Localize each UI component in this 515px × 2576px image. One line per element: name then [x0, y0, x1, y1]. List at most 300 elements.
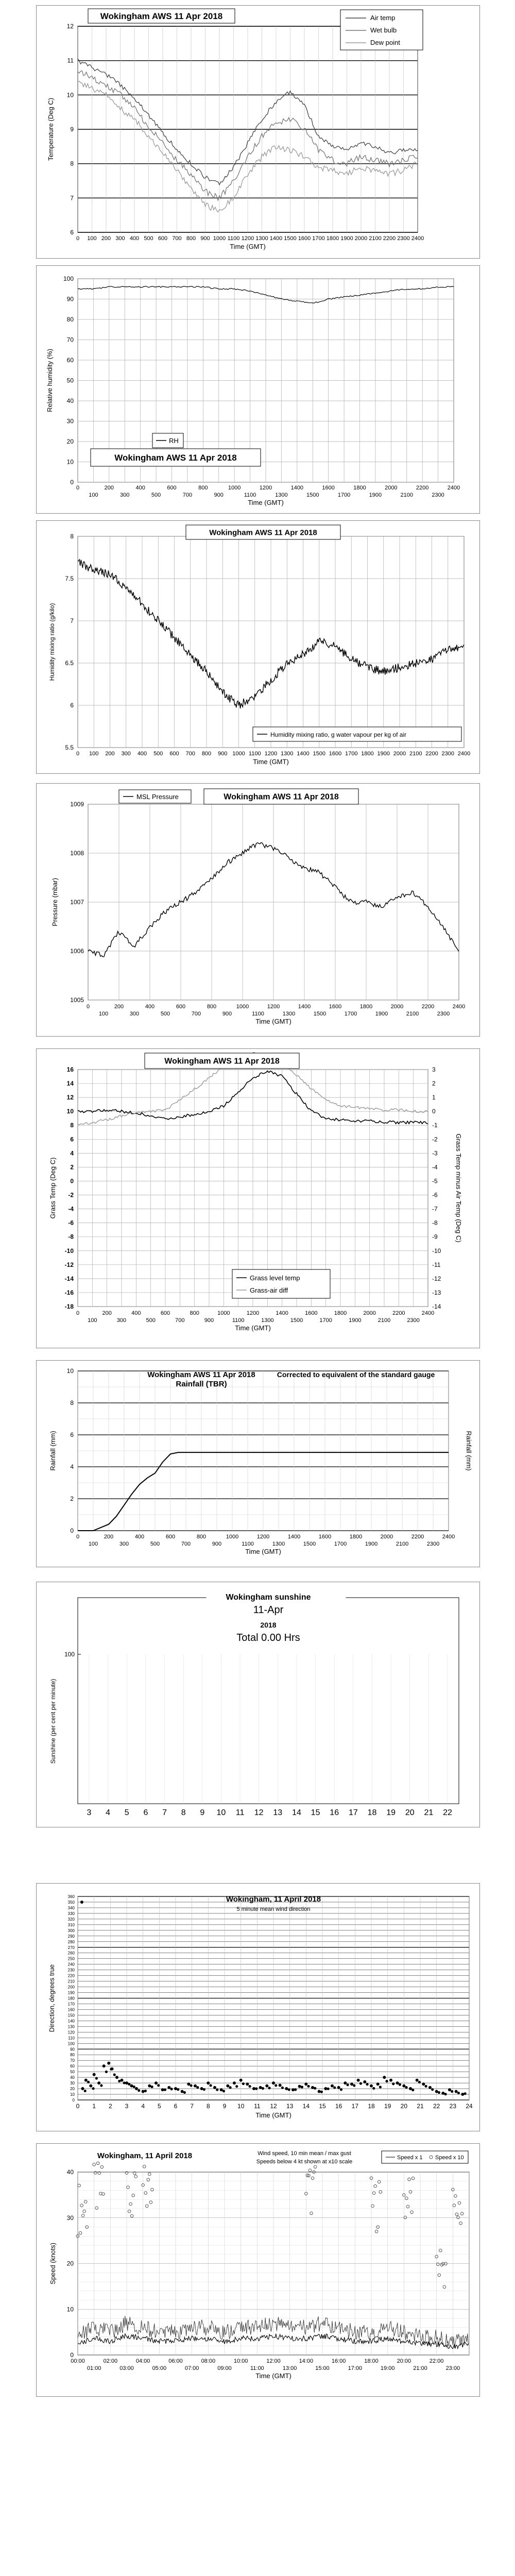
- y2-tick-label: 3: [432, 1066, 436, 1073]
- x-tick-label: 15:00: [315, 2365, 330, 2371]
- x-tick-label: 0: [76, 1534, 80, 1540]
- scatter-point: [148, 2084, 151, 2088]
- y-tick-label: 0: [70, 1177, 74, 1185]
- scatter-point: [252, 2087, 255, 2090]
- x-tick-label: 11: [235, 1808, 245, 1817]
- x-tick-label: 2300: [432, 492, 444, 498]
- chart-title: Wokingham, 11 April 2018: [226, 1895, 321, 1904]
- x-tick-label: 8: [206, 2103, 210, 2110]
- x-tick-label: 2400: [452, 1004, 466, 1010]
- x-tick-label: 1600: [322, 485, 335, 491]
- x-tick-label: 2300: [397, 235, 410, 242]
- y-tick-label: 210: [67, 1979, 75, 1984]
- x-tick-label: 1000: [213, 235, 226, 242]
- x-tick-label: 700: [191, 1011, 201, 1017]
- scatter-point: [259, 2086, 262, 2089]
- x-tick-label: 19: [386, 1808, 396, 1817]
- scatter-point: [396, 2081, 399, 2084]
- x-axis-label: Time (GMT): [255, 2372, 291, 2380]
- x-tick-label: 10:00: [233, 2358, 248, 2364]
- y-axis-label: Grass Temp (Deg C): [49, 1157, 57, 1219]
- scatter-point: [239, 2079, 243, 2082]
- x-tick-label: 700: [182, 492, 193, 498]
- y-tick-label: 270: [67, 1945, 75, 1950]
- scatter-point: [170, 2088, 173, 2090]
- x-tick-label: 10: [216, 1808, 226, 1817]
- scatter-point: [262, 2087, 264, 2090]
- x-tick-label: 1900: [349, 1317, 362, 1324]
- x-tick-label: 100: [88, 1317, 97, 1324]
- x-tick-label: 800: [198, 485, 208, 491]
- scatter-point: [242, 2082, 245, 2085]
- speed-x10-point: [100, 2165, 104, 2168]
- chart-title: Wokingham AWS 11 Apr 2018: [147, 1370, 255, 1379]
- x-tick-label: 900: [214, 492, 224, 498]
- y-tick-label: 8: [70, 533, 74, 540]
- x-tick-label: 1200: [241, 235, 254, 242]
- y-tick-label: 90: [66, 295, 74, 303]
- x-tick-label: 2300: [437, 1011, 450, 1017]
- y-tick-label: -8: [68, 1233, 74, 1241]
- scatter-point: [422, 2082, 425, 2086]
- legend-label: Speed x 10: [435, 2155, 464, 2161]
- y-tick-label: 10: [66, 91, 74, 99]
- scatter-point: [150, 2086, 153, 2088]
- y-tick-label: 16: [66, 1066, 74, 1073]
- y-tick-label: 6: [70, 702, 74, 709]
- x-tick-label: 0: [76, 2103, 80, 2110]
- x-tick-label: 1800: [353, 485, 366, 491]
- rainfall-chart-svg: [37, 1361, 479, 1567]
- y-tick-label: 80: [66, 316, 74, 323]
- x-tick-label: 2100: [377, 1317, 391, 1324]
- x-tick-label: 1100: [227, 235, 240, 242]
- x-tick-label: 2300: [441, 751, 454, 757]
- x-tick-label: 1300: [282, 1011, 296, 1017]
- x-tick-label: 03:00: [119, 2365, 134, 2371]
- x-tick-label: 23:00: [445, 2365, 460, 2371]
- humidity-chart: [36, 265, 480, 514]
- x-tick-label: 1600: [318, 1534, 332, 1540]
- x-tick-label: 800: [207, 1004, 217, 1010]
- x-tick-label: 5: [124, 1808, 129, 1817]
- x-tick-label: 02:00: [103, 2358, 118, 2364]
- x-tick-label: 2000: [393, 751, 406, 757]
- legend-label: Air temp: [370, 14, 396, 22]
- x-tick-label: 400: [137, 751, 147, 757]
- scatter-point: [448, 2088, 451, 2091]
- speed-x10-point: [314, 2165, 317, 2168]
- scatter-point: [220, 2088, 223, 2091]
- x-tick-label: 5: [157, 2103, 161, 2110]
- x-tick-label: 500: [151, 492, 161, 498]
- y-tick-label: 90: [70, 2047, 75, 2052]
- scatter-point: [383, 2076, 386, 2079]
- x-tick-label: 01:00: [87, 2365, 101, 2371]
- scatter-point: [200, 2087, 203, 2090]
- x-tick-label: 300: [115, 235, 125, 242]
- x-tick-label: 900: [200, 235, 210, 242]
- x-tick-label: 900: [222, 1011, 232, 1017]
- y-tick-label: 0: [72, 2098, 75, 2103]
- x-tick-label: 16: [335, 2103, 342, 2110]
- y-tick-label: 150: [67, 2013, 75, 2018]
- y-tick-label: 100: [67, 2041, 75, 2046]
- x-tick-label: 1100: [252, 1011, 264, 1017]
- x-tick-label: 1400: [290, 485, 304, 491]
- x-tick-label: 17:00: [348, 2365, 363, 2371]
- y-tick-label: -4: [68, 1205, 74, 1213]
- x-tick-label: 0: [76, 751, 80, 757]
- x-tick-label: 11: [254, 2103, 261, 2110]
- speed-x10-point: [143, 2165, 146, 2168]
- y-tick-label: -12: [64, 1261, 74, 1268]
- scatter-point: [272, 2081, 275, 2084]
- x-tick-label: 800: [190, 1310, 199, 1316]
- chart-title: Wokingham AWS 11 Apr 2018: [100, 11, 223, 21]
- scatter-point: [209, 2084, 212, 2087]
- x-tick-label: 22:00: [429, 2358, 444, 2364]
- y-axis-label: Relative humidity (%): [46, 349, 54, 412]
- scatter-point: [190, 2084, 192, 2087]
- scatter-point: [80, 1901, 83, 1904]
- x-tick-label: 1800: [326, 235, 339, 242]
- scatter-point: [327, 2088, 329, 2090]
- x-tick-label: 900: [218, 751, 228, 757]
- y-tick-label: 190: [67, 1990, 75, 1995]
- scatter-point: [333, 2086, 336, 2089]
- legend-label: Grass-air diff: [250, 1286, 288, 1294]
- legend-label: Grass level temp: [250, 1274, 300, 1282]
- scatter-point: [164, 2089, 166, 2091]
- y-axis-label: Pressure (mbar): [51, 878, 59, 926]
- x-tick-label: 21: [424, 1808, 434, 1817]
- x-tick-label: 1800: [334, 1310, 347, 1316]
- x-tick-label: 1800: [361, 751, 374, 757]
- x-tick-label: 18: [368, 2103, 375, 2110]
- legend-label: RH: [169, 437, 179, 445]
- y-tick-label: 110: [68, 2036, 75, 2041]
- x-tick-label: 13:00: [282, 2365, 297, 2371]
- y-tick-label: -2: [68, 1191, 74, 1199]
- y-tick-label: 40: [66, 397, 74, 404]
- x-tick-label: 18:00: [364, 2358, 379, 2364]
- scatter-point: [113, 2073, 116, 2076]
- x-tick-label: 100: [89, 751, 99, 757]
- scatter-point: [409, 2087, 412, 2090]
- scatter-point: [464, 2092, 466, 2095]
- x-tick-label: 1200: [256, 1534, 270, 1540]
- scatter-point: [133, 2086, 135, 2088]
- y2-tick-label: -9: [432, 1233, 438, 1241]
- y-tick-label: 50: [66, 377, 74, 384]
- y-tick-label: 140: [67, 2019, 75, 2024]
- scatter-point: [287, 2088, 290, 2091]
- scatter-point: [318, 2090, 321, 2093]
- x-tick-label: 05:00: [152, 2365, 167, 2371]
- x-tick-label: 20: [400, 2103, 408, 2110]
- x-tick-label: 17: [351, 2103, 359, 2110]
- x-tick-label: 300: [121, 751, 131, 757]
- chart-title: Wokingham AWS 11 Apr 2018: [114, 452, 237, 463]
- scatter-point: [97, 2081, 100, 2084]
- x-tick-label: 300: [120, 492, 130, 498]
- y-tick-label: 10: [66, 2306, 74, 2313]
- x-tick-label: 700: [175, 1317, 185, 1324]
- wind-direction-chart: [36, 1883, 480, 2131]
- scatter-point: [294, 2088, 297, 2091]
- scatter-point: [174, 2087, 177, 2090]
- scatter-point: [246, 2082, 249, 2086]
- chart-subtitle: Rainfall (TBR): [176, 1380, 227, 1388]
- x-tick-label: 8: [181, 1808, 186, 1817]
- x-tick-label: 1500: [313, 751, 325, 757]
- scatter-point: [196, 2086, 199, 2089]
- y-tick-label: 20: [70, 2087, 75, 2092]
- temperature-chart: [36, 5, 480, 259]
- x-tick-label: 24: [466, 2103, 473, 2110]
- x-tick-label: 2000: [354, 235, 368, 242]
- scatter-point: [161, 2088, 164, 2091]
- y2-tick-label: -1: [432, 1122, 438, 1129]
- x-tick-label: 300: [129, 1011, 140, 1017]
- x-tick-label: 7: [162, 1808, 167, 1817]
- x-tick-label: 1100: [242, 1541, 254, 1547]
- scatter-point: [428, 2086, 432, 2089]
- y-axis-label: Direction, degrees true: [48, 1964, 56, 2032]
- x-tick-label: 2200: [421, 1004, 435, 1010]
- x-tick-label: 800: [196, 1534, 207, 1540]
- x-axis-label: Time (GMT): [235, 1324, 271, 1332]
- scatter-point: [431, 2088, 434, 2091]
- scatter-point: [337, 2086, 340, 2089]
- x-axis-label: Time (GMT): [255, 1018, 291, 1025]
- x-tick-label: 1600: [329, 1004, 342, 1010]
- y2-tick-label: -4: [432, 1163, 438, 1171]
- scatter-point: [314, 2087, 316, 2090]
- x-tick-label: 13: [273, 1808, 283, 1817]
- y-tick-label: 10: [66, 1108, 74, 1115]
- legend-label: Dew point: [370, 39, 400, 46]
- temperature-chart-svg: [37, 6, 479, 258]
- x-tick-label: 2100: [400, 492, 413, 498]
- x-tick-label: 21: [417, 2103, 424, 2110]
- y-tick-label: -14: [64, 1275, 74, 1282]
- scatter-point: [81, 2087, 84, 2090]
- scatter-point: [95, 2077, 98, 2079]
- y-tick-label: 100: [63, 275, 74, 282]
- x-tick-label: 2400: [447, 485, 460, 491]
- x-tick-label: 1400: [276, 1310, 288, 1316]
- scatter-point: [350, 2082, 353, 2086]
- y-tick-label: 40: [66, 2168, 74, 2176]
- x-tick-label: 100: [87, 235, 97, 242]
- y2-axis-label: Grass Temp minus Air Temp (Deg C): [455, 1133, 462, 1243]
- x-tick-label: 1300: [255, 235, 268, 242]
- x-tick-label: 500: [144, 235, 153, 242]
- y-tick-label: 250: [67, 1956, 75, 1961]
- x-axis-label: Time (GMT): [245, 1548, 281, 1555]
- y-tick-label: 8: [70, 160, 74, 167]
- x-tick-label: 1300: [281, 751, 294, 757]
- y-tick-label: 7.5: [65, 575, 74, 582]
- scatter-point: [226, 2084, 229, 2088]
- scatter-point: [102, 2064, 106, 2067]
- x-tick-label: 0: [76, 1310, 80, 1316]
- y-tick-label: 320: [67, 1917, 75, 1922]
- x-tick-label: 0: [76, 235, 80, 242]
- x-tick-label: 700: [181, 1541, 191, 1547]
- y-tick-label: 160: [67, 2007, 75, 2012]
- scatter-point: [389, 2079, 392, 2082]
- y-axis-label: Humidity mixing ratio (g/kilo): [48, 603, 56, 681]
- scatter-point: [455, 2090, 458, 2093]
- x-tick-label: 500: [153, 751, 163, 757]
- y-tick-label: 4: [70, 1463, 74, 1470]
- y-tick-label: 120: [67, 2030, 75, 2035]
- x-tick-label: 04:00: [135, 2358, 150, 2364]
- chart-year: 2018: [260, 1621, 277, 1629]
- scatter-point: [142, 2090, 145, 2093]
- x-tick-label: 2100: [406, 1011, 419, 1017]
- x-tick-label: 400: [131, 1310, 141, 1316]
- y-tick-label: 290: [67, 1934, 75, 1939]
- y2-tick-label: -11: [432, 1261, 441, 1268]
- scatter-point: [424, 2085, 427, 2088]
- scatter-point: [370, 2084, 373, 2088]
- x-tick-label: 600: [176, 1004, 186, 1010]
- x-tick-label: 1000: [217, 1310, 230, 1316]
- x-tick-label: 2000: [390, 1004, 404, 1010]
- x-axis-label: Time (GMT): [253, 758, 289, 766]
- x-tick-label: 1700: [319, 1317, 332, 1324]
- y-tick-label: 280: [67, 1939, 75, 1944]
- x-tick-label: 1700: [337, 492, 351, 498]
- scatter-point: [451, 2090, 453, 2093]
- y2-tick-label: -12: [432, 1275, 441, 1282]
- x-tick-label: 200: [105, 751, 115, 757]
- x-tick-label: 700: [172, 235, 182, 242]
- scatter-point: [457, 2092, 460, 2094]
- x-tick-label: 200: [114, 1004, 124, 1010]
- chart-title: Wokingham sunshine: [226, 1593, 311, 1602]
- scatter-point: [399, 2083, 401, 2086]
- humidity-chart-svg: [37, 266, 479, 513]
- scatter-point: [379, 2086, 382, 2088]
- scatter-point: [461, 2093, 464, 2096]
- y-tick-label: 8: [70, 1399, 74, 1406]
- y2-tick-label: -6: [432, 1191, 438, 1199]
- x-tick-label: 400: [145, 1004, 155, 1010]
- scatter-point: [324, 2087, 327, 2090]
- x-tick-label: 1300: [261, 1317, 274, 1324]
- y-tick-label: 9: [70, 126, 74, 133]
- y-tick-label: 300: [67, 1928, 75, 1933]
- scatter-point: [411, 2089, 414, 2091]
- x-tick-label: 19:00: [380, 2365, 395, 2371]
- chart-title: Wokingham, 11 April 2018: [97, 2151, 193, 2160]
- scatter-point: [121, 2079, 124, 2082]
- x-tick-label: 14: [302, 2103, 310, 2110]
- y-tick-label: 360: [67, 1894, 75, 1899]
- scatter-point: [125, 2081, 128, 2084]
- x-tick-label: 22: [433, 2103, 440, 2110]
- scatter-point: [213, 2086, 216, 2089]
- y2-tick-label: -13: [432, 1289, 441, 1296]
- y-tick-label: 70: [70, 2058, 75, 2063]
- scatter-point: [346, 2083, 349, 2086]
- y-tick-label: 7: [70, 194, 74, 202]
- x-tick-label: 2400: [411, 235, 424, 242]
- x-tick-label: 1100: [244, 492, 256, 498]
- y-tick-label: 1009: [70, 801, 84, 808]
- scatter-point: [111, 2067, 114, 2071]
- y-tick-label: 5.5: [65, 744, 74, 751]
- x-tick-label: 23: [449, 2103, 457, 2110]
- x-tick-label: 1400: [269, 235, 283, 242]
- scatter-point: [385, 2080, 388, 2082]
- x-tick-label: 400: [135, 485, 145, 491]
- scatter-point: [194, 2084, 197, 2088]
- y-tick-label: 2: [70, 1163, 74, 1171]
- scatter-point: [279, 2083, 282, 2087]
- y2-axis-label: Rainfall (mm): [465, 1431, 473, 1471]
- scatter-point: [307, 2085, 310, 2088]
- x-tick-label: 1200: [246, 1310, 260, 1316]
- x-tick-label: 200: [102, 1310, 112, 1316]
- x-tick-label: 1600: [329, 751, 342, 757]
- legend-label: Wet bulb: [370, 26, 397, 34]
- x-tick-label: 1700: [344, 1011, 357, 1017]
- y-tick-label: 6: [70, 1136, 74, 1143]
- x-axis-label: Time (GMT): [255, 2111, 291, 2119]
- x-tick-label: 12: [254, 1808, 264, 1817]
- x-tick-label: 00:00: [71, 2358, 85, 2364]
- chart-annotation: Corrected to equivalent of the standard gauge: [277, 1370, 435, 1379]
- y-tick-label: 1006: [70, 947, 84, 955]
- scatter-point: [353, 2084, 355, 2087]
- y-tick-label: 0: [70, 2351, 74, 2359]
- scatter-point: [92, 2087, 94, 2090]
- scatter-point: [402, 2084, 405, 2088]
- scatter-point: [144, 2090, 147, 2092]
- y-tick-label: 30: [66, 2214, 74, 2222]
- x-tick-label: 2300: [426, 1541, 440, 1547]
- y-tick-label: 10: [66, 458, 74, 466]
- scatter-point: [138, 2089, 140, 2092]
- chart-subtitle: Wind speed, 10 min mean / max gust: [258, 2150, 351, 2157]
- legend-label: Humidity mixing ratio, g water vapour per kg of air: [270, 731, 407, 738]
- x-tick-label: 1000: [236, 1004, 249, 1010]
- y-tick-label: 1007: [70, 899, 84, 906]
- x-tick-label: 1500: [313, 1011, 327, 1017]
- x-tick-label: 300: [119, 1541, 129, 1547]
- scatter-point: [183, 2091, 186, 2094]
- scatter-point: [376, 2082, 380, 2086]
- x-tick-label: 400: [129, 235, 140, 242]
- wind-speed-chart-svg: [37, 2144, 479, 2396]
- scatter-point: [285, 2087, 288, 2090]
- scatter-point: [93, 2073, 96, 2076]
- y-tick-label: 350: [67, 1900, 75, 1905]
- y2-tick-label: -14: [432, 1303, 441, 1310]
- scatter-point: [359, 2082, 362, 2084]
- x-tick-label: 700: [185, 751, 195, 757]
- scatter-point: [265, 2084, 268, 2088]
- chart-subtitle: 11-Apr: [253, 1604, 284, 1616]
- scatter-point: [115, 2076, 118, 2079]
- y-tick-label: 0: [70, 479, 74, 486]
